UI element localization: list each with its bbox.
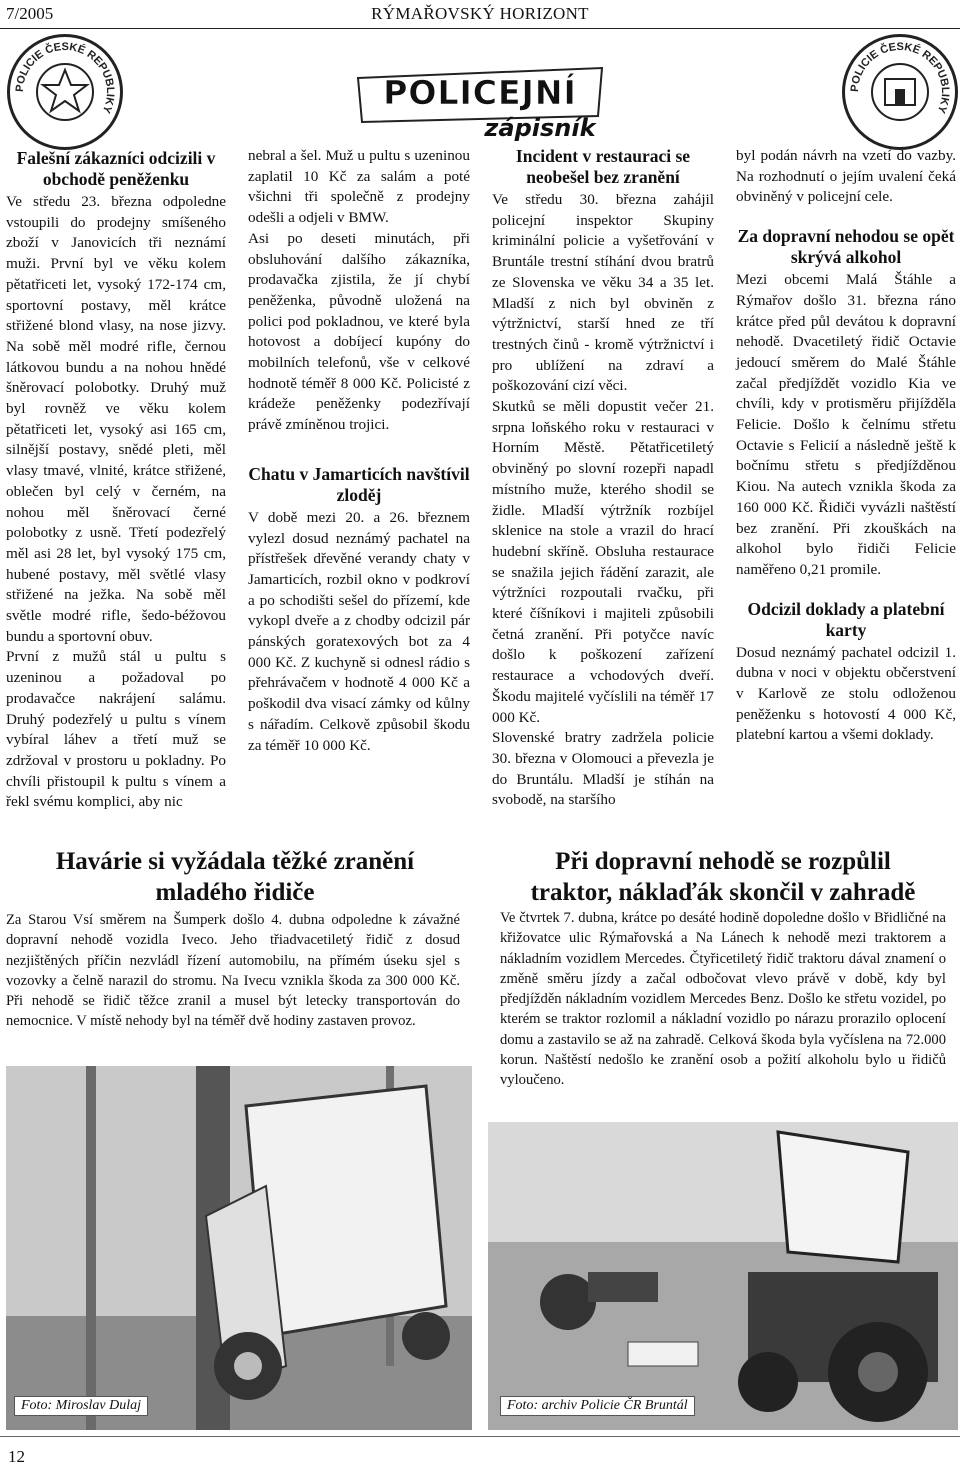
newspaper-name: RÝMAŘOVSKÝ HORIZONT xyxy=(371,4,589,23)
article-column-2 xyxy=(248,146,470,756)
story-body-traktor: Ve čtvrtek 7. dubna, krátce po desáté hodině dopoledne došlo v Břidličné na křižovatce ulic Rýmařovská a Na Lánech k nehodě mezi traktorem a nákladním vozidlem Mercedes. Čtyřicetiletý řidič traktoru dával znamení o změně směru jízdy a začal odbočovat vlevo právě v době, kdy byl předjížděn nákladním vozidlem Mercedes Benz. Došlo ke střetu vozidel, po kterém se traktor rozlomil a nákladní vozidlo po nárazu prorazilo oplocení domu a zastavilo se až na zahradě. Celková škoda byla vyčíslena na 72.000 korun. Naštěstí nedošlo ke zranění osob a požití alkoholu bylo u řidičů vyloučeno. xyxy=(500,910,946,1089)
footer-divider xyxy=(0,1436,960,1437)
article-paragraph: Ve středu 30. března zahájil policejní inspektor Skupiny kriminální policie a vyšetřování v Bruntále trestní stíhání dvou bratrů ze Slovenska ve věku 34 a 35 let. Mladší z nich byl obviněn z výtržnictví, starší hned ze tří trestných činů - kromě výtržnictví i pro ublížení na zdraví a poškozování cizí věci. xyxy=(492,191,714,395)
article-title-chata: Chatu v Jamarticích navštívil zloděj xyxy=(248,463,470,505)
article-title: Incident v restauraci se neobešel bez zranění xyxy=(515,146,691,187)
story-title-havarie: Havárie si vyžádala těžké zranění mladého řidiče xyxy=(55,848,415,906)
svg-text:zápisník: zápisník xyxy=(484,114,596,142)
photo-caption: Foto: Miroslav Dulaj xyxy=(14,1396,148,1416)
page-header xyxy=(0,0,960,29)
article-paragraph: Mezi obcemi Malá Štáhle a Rýmařov došlo 31. března ráno krátce před půl devátou k dopravní nehodě. Dvacetiletý řidič Octavie jedoucí směrem do Malé Štáhle začal předjíždět vozidlo Kia ve chvíli, kdy v protisměru přijížděla Felicie. Došlo k čelnímu střetu Octavie s Felicií a následně ještě k bočnímu střetu s předjížděnou Kiou. Na autech vznikla škoda za 160 000 Kč. Řidiči vyvázli naštěstí bez zranění. Při zkouškách na alkohol bylo řidiči Felicie naměřeno 0,21 promile. xyxy=(736,271,956,578)
svg-text:POLICIE ČESKÉ REPUBLIKY: POLICIE ČESKÉ REPUBLIKY xyxy=(13,40,117,115)
article-paragraph: Skutků se měli dopustit večer 21. srpna loňského roku v restauraci v Horním Městě. Pětatřicetiletý obviněný po slovní rozepři napadl místního muže, kterého shodil se židle. Mladší výtržník rozbíjel sklenice na stole a vrazil do hrací hudební skříně. Obsluha restaurace se snažila jejich řádění zarazit, ale výtržníci rozpoutali rvačku, při které číšníkovi i majiteli způsobili četná zranění. Při potyčce navíc došlo k poškození zařízení restaurace a vchodových dveří. Škodu majitelé vyčíslili na téměř 17 000 Kč. xyxy=(492,398,714,726)
police-seal-left-icon xyxy=(7,34,123,150)
article-paragraph: Dosud neznámý pachatel odcizil 1. dubna v noci v objektu občerstvení v Karlově ze stolu odloženou peněženku s hotovostí 4 000 Kč, platební kartou a všemi doklady. xyxy=(736,643,956,744)
article-paragraph: V době mezi 20. a 26. březnem vylezl dosud neznámý pachatel na přístřešek dřevěné verandy chaty v Jamarticích, rozbil okno v podkroví a po schodišti sešel do přízemí, kde vykopl dveře a z chodby odcizil pár pánských goratexových bot za 4 000 Kč. Z kuchyně si odnesl rádio s přehrávačem v hodnotě 4 000 Kč a poškodil dva visací zámky od kůlny s nářadím. Celkově způsobil škodu za téměř 10 000 Kč. xyxy=(248,508,470,754)
article-paragraph: Slovenské bratry zadržela policie 30. března v Olomouci a převezla je do Bruntálu. Mladší je stíhán na svobodě, na staršího xyxy=(492,729,714,809)
seal-emblem xyxy=(36,63,94,121)
police-seal-right-icon xyxy=(842,34,958,150)
article-title-alkohol: Za dopravní nehodou se opět skrývá alkohol xyxy=(737,226,955,268)
photo-caption: Foto: archiv Policie ČR Bruntál xyxy=(500,1396,695,1416)
photo-broken-tractor xyxy=(488,1122,958,1430)
article-paragraph: První z mužů stál u pultu s uzeninou a požadoval po prodavačce nakrájení salámu. Druhý podezřelý u pultu s vínem vybíral láhev a třetí muž se zdržoval v prostoru u pokladny. Po chvíli přistoupil k pultu s vínem a řekl svému komplici, aby nic xyxy=(6,648,226,811)
photo-crashed-truck xyxy=(6,1066,472,1430)
story-body-havarie: Za Starou Vsí směrem na Šumperk došlo 4. dubna odpoledne k závažné dopravní nehodě vozidla Iveco. Jeho třiadvacetiletý řidič z dosud nezjištěných příčin nezvládl řízení automobilu, na přímém úseku sjel s vozovky a čelně narazil do stromu. Na Ivecu vznikla škoda za 300 000 Kč. Při nehodě se řidič těžce zranil a musel být letecky transportován do nemocnice. V místě nehody byl na téměř dvě hodiny zastaven provoz. xyxy=(6,912,460,1030)
page-number: 12 xyxy=(8,1447,25,1466)
svg-text:POLICIE ČESKÉ REPUBLIKY: POLICIE ČESKÉ REPUBLIKY xyxy=(848,40,952,115)
story-title-traktor: Při dopravní nehodě se rozpůlil traktor, náklaďák skončil v zahradě xyxy=(530,848,916,906)
article-falesni-zakaznici xyxy=(6,148,226,813)
issue-number: 7/2005 xyxy=(6,4,54,23)
article-paragraph: byl podán návrh na vzetí do vazby. Na rozhodnutí o jejím uvalení čeká obviněný v policejní cele. xyxy=(736,147,956,206)
svg-text:POLICEJNÍ: POLICEJNÍ xyxy=(383,73,577,112)
article-title-doklady: Odcizil doklady a platební karty xyxy=(747,598,945,640)
article-incident-restaurace xyxy=(492,146,714,811)
article-paragraph: Asi po deseti minutách, při obsluhování dalšího zákazníka, prodavačka zjistila, že jí chybí peněženka, původně uložená na polici pod pokladnou, ve které byla hotovost a dobíjecí kupóny do mobilních telefonů, vše v celkové hodnotě téměř 8 000 Kč. Policisté z krádeže peněženky podezřívají právě zmíněnou trojici. xyxy=(248,229,470,434)
article-paragraph: Ve středu 23. března odpoledne vstoupili do prodejny smíšeného zboží v Janovicích tři neznámí muži. První byl ve věku kolem pětatřiceti let, vysoký 172-174 cm, sportovní postavy, měl krátce střižené blond vlasy, na nose jizvy. Na sobě měl modré rifle, černou látkovou bundu a na nohou hnědé šněrovací polobotky. Druhý muž byl rovněž ve věku kolem pětatřiceti let, vysoký asi 165 cm, silnější postavy, snědé pleti, měl vlasy tmavé, vlnité, krátce střižené, oblečen byl celý v černém, na nohou měl šněrovací černé polobotky z usně. Třetí podezřelý měl asi 28 let, byl vysoký 175 cm, hubené postavy, měl světlé vlasy střižené na ježka. Na sobě měl světle modré rifle, šedo-béžovou bundu a sportovní obuv. xyxy=(6,193,226,645)
policejni-zapisnik-logo xyxy=(352,64,608,144)
seal-emblem xyxy=(871,63,929,121)
article-column-4 xyxy=(736,146,956,746)
article-title: Falešní zákazníci odcizili v obchodě peněženku xyxy=(16,148,216,189)
article-paragraph: nebral a šel. Muž u pultu s uzeninou zaplatil 10 Kč za salám a poté všichni tři společně z prodejny odešli a odjeli v BMW. xyxy=(248,147,470,227)
